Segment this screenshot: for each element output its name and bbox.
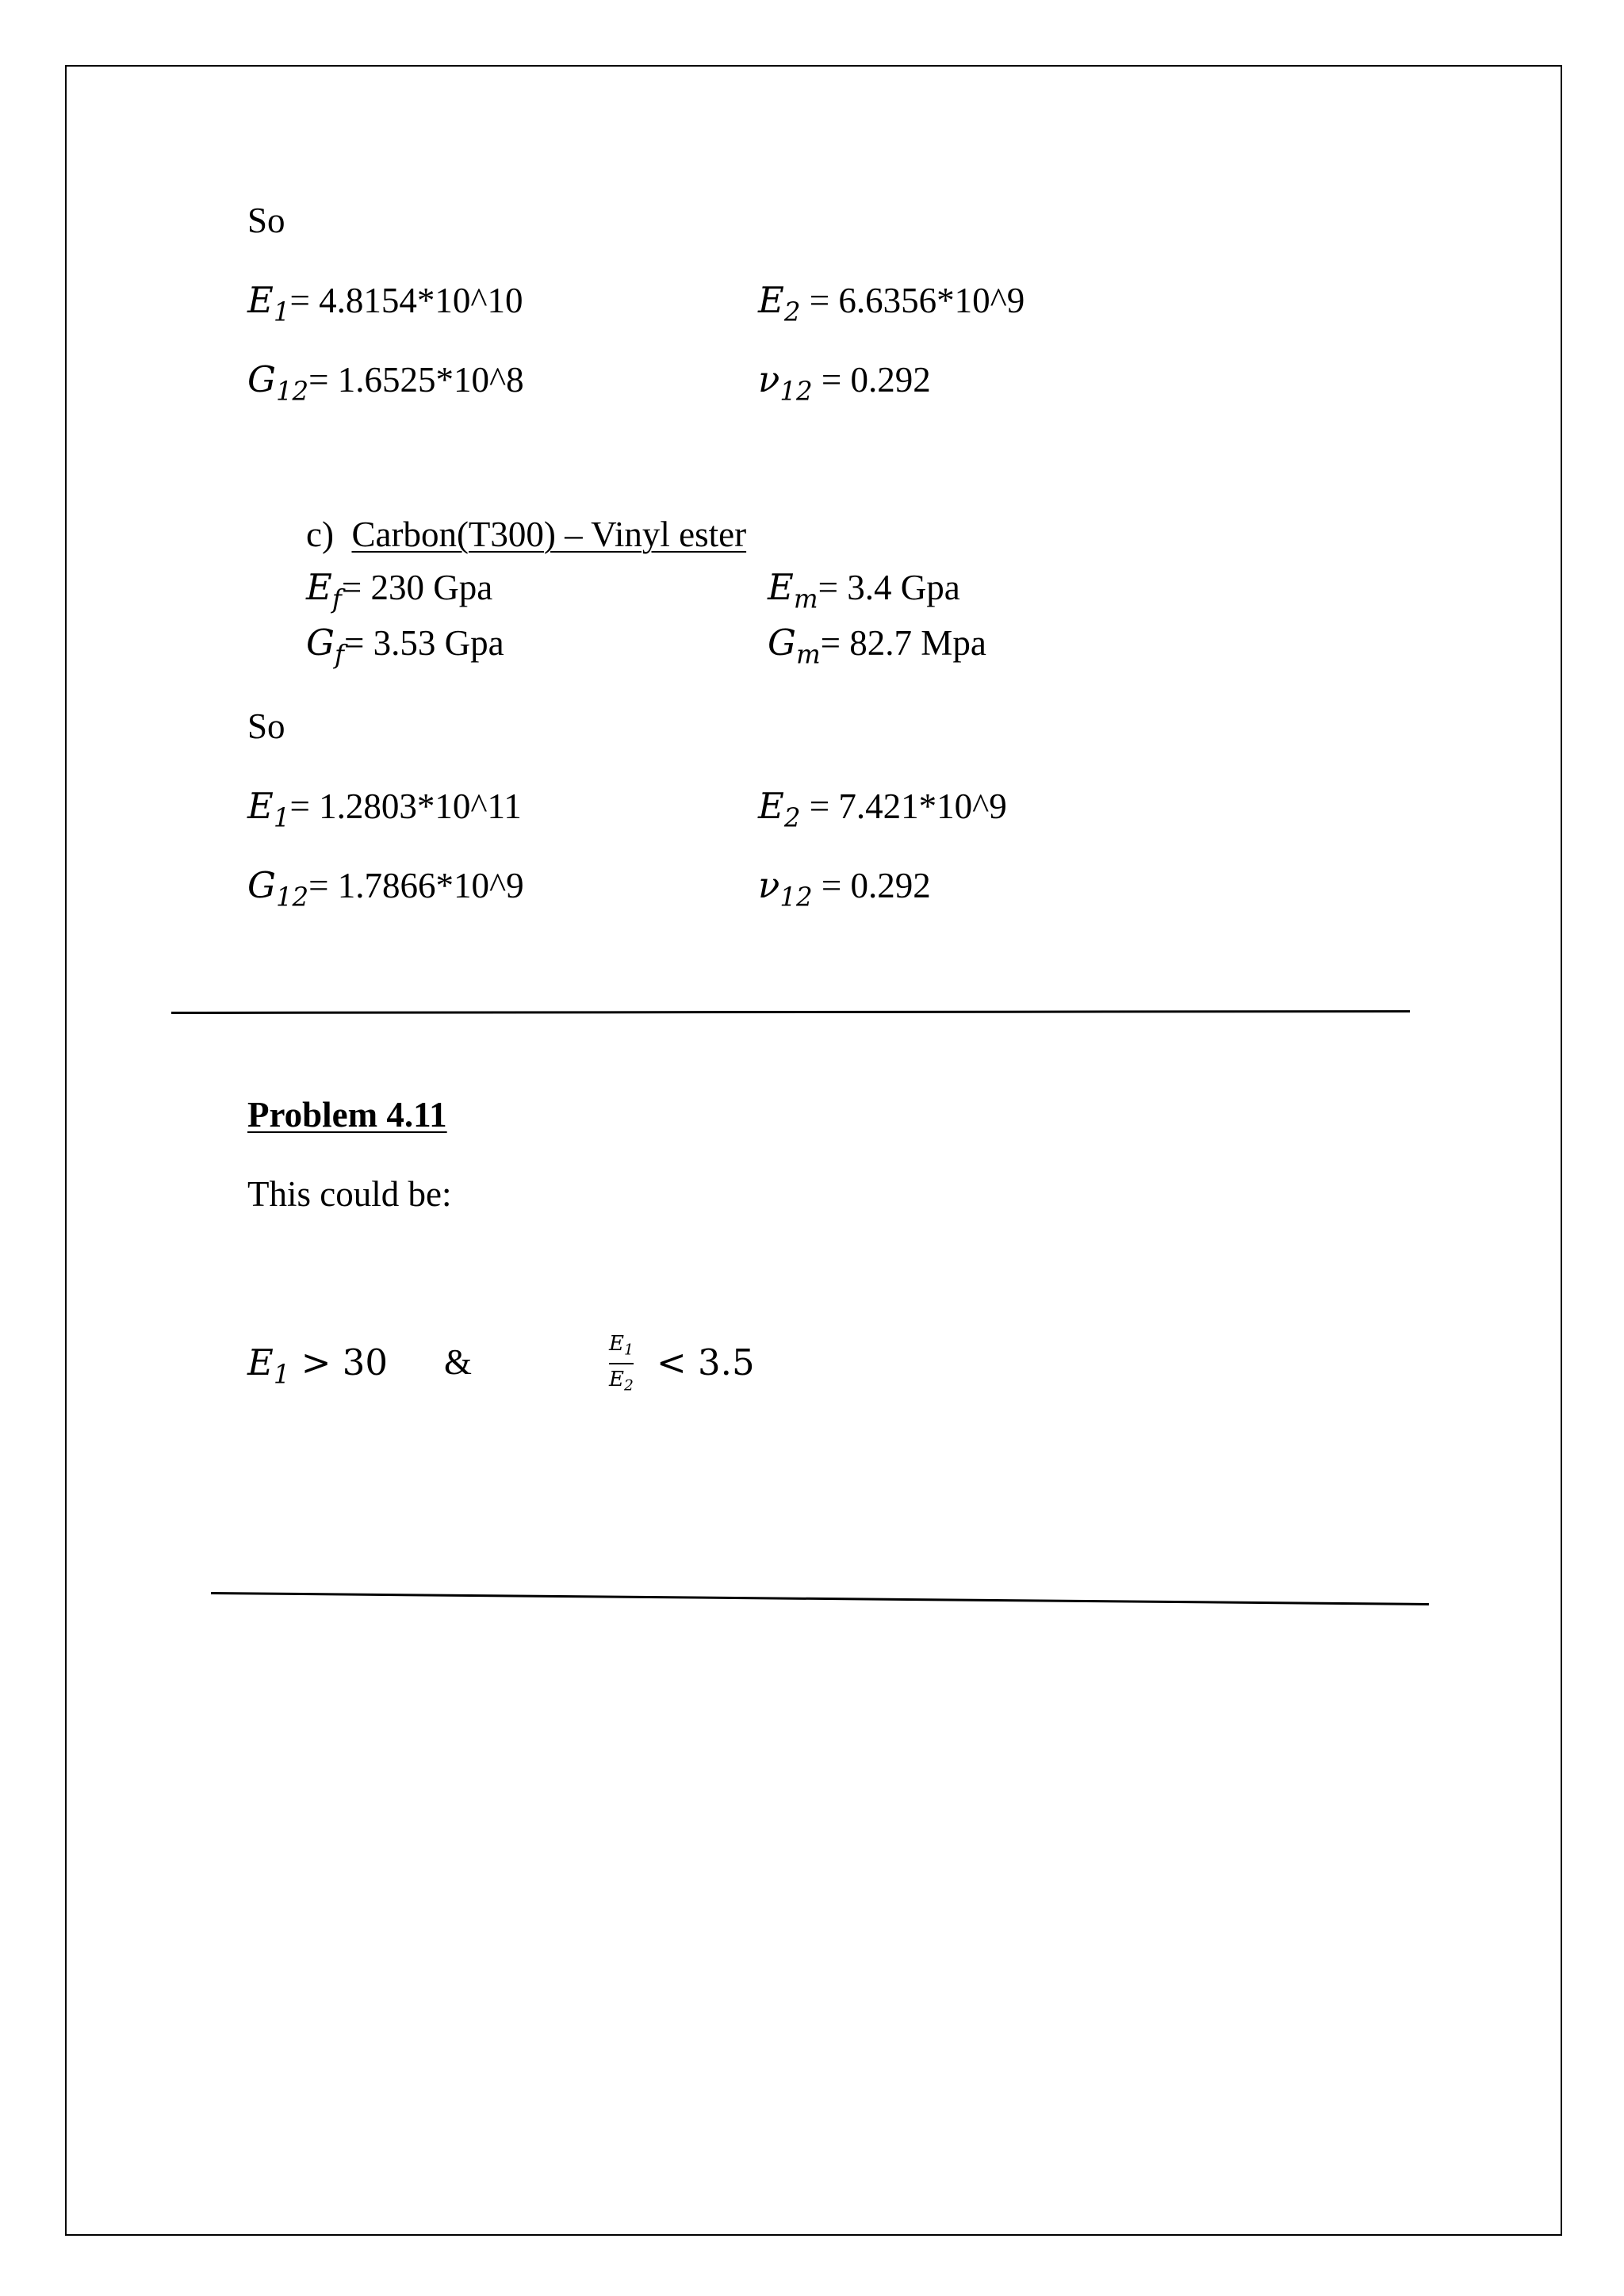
- nu12-symbol: ν: [758, 358, 780, 400]
- g12-symbol: G: [247, 358, 276, 400]
- gf-symbol: G: [306, 622, 335, 664]
- ratio-fraction: [609, 1334, 634, 1395]
- ampersand: &: [444, 1342, 473, 1382]
- gm-value: = 82.7 Mpa: [820, 623, 986, 663]
- section-c-heading: [306, 517, 746, 553]
- g12-symbol: G: [247, 864, 276, 906]
- e2-symbol: E: [758, 785, 784, 827]
- numerator-subscript: 1: [623, 1341, 634, 1359]
- ef-symbol: E: [306, 566, 332, 608]
- em-line: [768, 566, 960, 614]
- condition-ratio-rest: < 3.5: [657, 1341, 755, 1383]
- e1-subscript: 1: [273, 802, 290, 833]
- e2-symbol: E: [758, 279, 784, 321]
- e2-value: = 6.6356*10^9: [800, 281, 1025, 320]
- ef-subscript: f: [331, 584, 342, 614]
- gm-line: [768, 622, 986, 670]
- ef-value: = 230 Gpa: [341, 568, 493, 607]
- nu12-result-2: [758, 864, 931, 913]
- e1-value: = 1.2803*10^11: [289, 786, 522, 826]
- gm-symbol: G: [768, 622, 796, 664]
- gf-line: [306, 622, 504, 670]
- so-label-2: So: [247, 706, 285, 746]
- gf-subscript: f: [334, 639, 344, 670]
- fraction-numerator: [609, 1334, 634, 1358]
- e1-symbol: E: [247, 785, 274, 827]
- e2-result-2: [758, 785, 1007, 833]
- cond1-symbol: E: [247, 1341, 274, 1383]
- e1-symbol: E: [247, 279, 274, 321]
- e2-value: = 7.421*10^9: [800, 786, 1007, 826]
- em-symbol: E: [768, 566, 794, 608]
- e1-result-2: [247, 785, 522, 833]
- g12-subscript: 12: [275, 882, 309, 913]
- e1-result-1: [247, 279, 523, 327]
- nu12-result-1: [758, 358, 931, 407]
- so-label-1: So: [247, 201, 285, 240]
- e2-result-1: [758, 279, 1025, 327]
- g12-value: = 1.7866*10^9: [308, 866, 524, 905]
- em-value: = 3.4 Gpa: [818, 568, 960, 607]
- nu12-subscript: 12: [779, 376, 813, 407]
- ef-line: [306, 566, 493, 614]
- e2-subscript: 2: [783, 802, 801, 833]
- section-c-title: Carbon(T300) – Vinyl ester: [351, 515, 747, 554]
- em-subscript: m: [793, 584, 818, 614]
- gf-value: = 3.53 Gpa: [343, 623, 504, 663]
- g12-result-1: [247, 358, 524, 407]
- numerator-symbol: E: [609, 1332, 624, 1356]
- e1-value: = 4.8154*10^10: [289, 281, 523, 320]
- denominator-symbol: E: [609, 1368, 624, 1392]
- nu12-value: = 0.292: [812, 866, 931, 905]
- section-c-marker: c): [306, 515, 334, 554]
- cond1-rest: > 30: [289, 1341, 389, 1383]
- fraction-denominator: [609, 1369, 634, 1394]
- gm-subscript: m: [795, 639, 821, 670]
- nu12-value: = 0.292: [812, 360, 931, 400]
- problem-intro: This could be:: [247, 1174, 452, 1214]
- e2-subscript: 2: [783, 297, 801, 327]
- g12-subscript: 12: [275, 376, 309, 407]
- nu12-symbol: ν: [758, 864, 780, 906]
- g12-result-2: [247, 864, 524, 913]
- fraction-bar: [609, 1363, 634, 1364]
- cond1-subscript: 1: [273, 1359, 290, 1390]
- denominator-subscript: 2: [623, 1377, 634, 1395]
- g12-value: = 1.6525*10^8: [308, 360, 524, 400]
- e1-subscript: 1: [273, 297, 290, 327]
- condition-e1: [247, 1341, 389, 1390]
- nu12-subscript: 12: [779, 882, 813, 913]
- problem-title: Problem 4.11: [247, 1095, 447, 1135]
